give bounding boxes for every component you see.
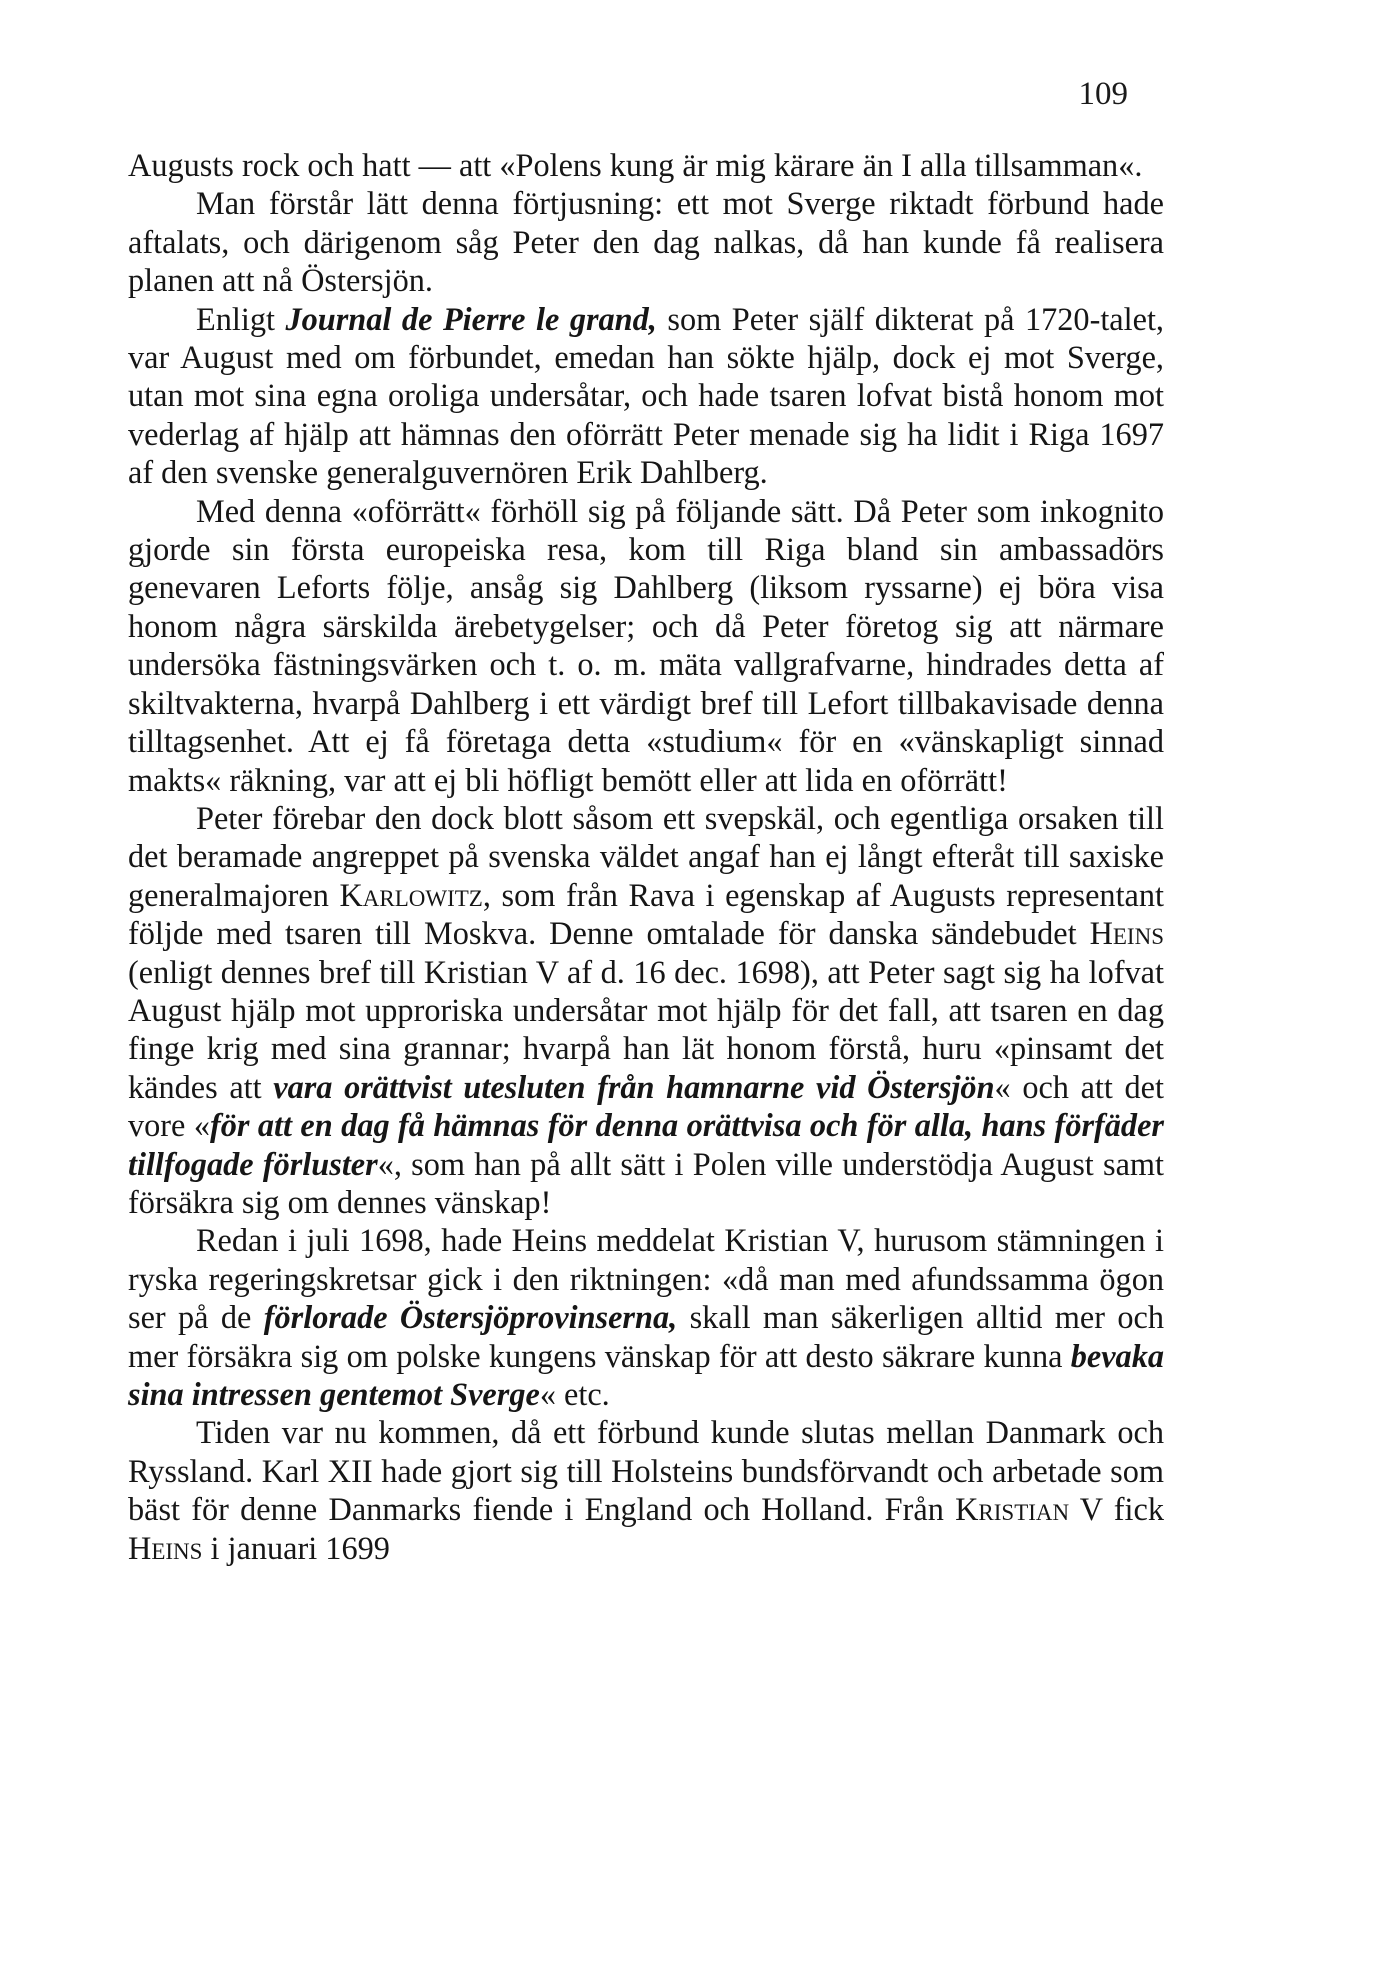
text-segment: , som från Rava i egenskap af Augusts representant följde med tsaren till Moskva. Denne omtalade för danska sändebudet: [128, 876, 1165, 952]
text-segment: V fick: [1069, 1491, 1164, 1528]
emphasized-text: vara orättvist utesluten från hamnarne vid Östersjön: [273, 1068, 995, 1105]
paragraph: [128, 184, 1164, 299]
text-segment: som Peter själf dikterat på 1720-talet, var August med om förbundet, emedan han sökte hjälp, dock ej mot Sverge, utan mot sina egna oroliga undersåtar, och hade tsaren lofvat bistå honom mot vederlag af hjälp att hämnas den oförrätt Peter menade sig ha lidit i Riga 1697 af den svenske generalguvernören Erik Dahlberg.: [128, 300, 1164, 491]
emphasized-text: för att en dag få hämnas för denna orättvisa och för alla, hans förfäder tillfogade förluster: [128, 1107, 1164, 1182]
text-segment: Peter förebar den dock blott såsom ett svepskäl, och egentliga orsaken till det beramade angreppet på svenska väldet angaf han ej långt efteråt till saxiske generalmajoren: [128, 799, 1164, 913]
text-segment: Enligt: [196, 300, 286, 337]
text-segment: skall man säkerligen alltid mer och mer försäkra sig om polske kungens vänskap för att desto säkrare kunna: [128, 1299, 1164, 1374]
paragraph: [128, 146, 1164, 184]
text-segment: «, som han på allt sätt i Polen ville understödja August samt försäkra sig om dennes vänskap!: [128, 1145, 1164, 1220]
text-segment: Augusts rock och hatt — att «Polens kung är mig kärare än I alla tillsamman«.: [128, 147, 1143, 183]
small-caps-name: Heins: [128, 1529, 203, 1566]
paragraph: [128, 1413, 1164, 1567]
emphasized-text: förlorade Östersjöprovinserna,: [263, 1299, 678, 1336]
paragraph: [128, 492, 1164, 799]
emphasized-text: Journal de Pierre le grand,: [285, 300, 657, 337]
text-segment: (enligt dennes bref till Kristian V af d. 16 dec. 1698), att Peter sagt sig ha lofvat August hjälp mot upproriska undersåtar mot hjälp för det fall, att tsaren en dag finge krig med sina grannar; hvarpå han lät honom förstå, huru «pinsamt det kändes att: [128, 953, 1164, 1105]
small-caps-name: Heins: [1089, 915, 1164, 952]
paragraph: [128, 799, 1164, 1221]
text-segment: i januari 1699: [202, 1529, 390, 1566]
small-caps-name: Karlowitz: [339, 876, 483, 913]
text-segment: « etc.: [539, 1376, 610, 1412]
text-segment: Med denna «oförrätt« förhöll sig på följande sätt. Då Peter som inkognito gjorde sin första europeiska resa, kom till Riga bland sin ambassadörs genevaren Leforts följe, ansåg sig Dahlberg (liksom ryssarne) ej böra visa honom några särskilda ärebetygelser; och då Peter företog sig att närmare undersöka fästningsvärken och t. o. m. mäta vallgrafvarne, hindrades detta af skiltvakterna, hvarpå Dahlberg i ett värdigt bref till Lefort tillbakavisade denna tilltagsenhet. Att ej få företaga detta «studium« för en «vänskapligt sinnad makts« räkning, var att ej bli höfligt bemött eller att lida en oförrätt!: [128, 492, 1164, 798]
text-segment: Redan i juli 1698, hade Heins meddelat Kristian V, hurusom stämningen i ryska regeringskretsar gick i den riktningen: «då man med afundssamma ögon ser på de: [128, 1222, 1164, 1336]
body-text: [128, 146, 1164, 1567]
emphasized-text: bevaka sina intressen gentemot Sverge: [128, 1337, 1164, 1412]
text-segment: « och att det vore «: [128, 1068, 1164, 1144]
small-caps-name: Kristian: [955, 1491, 1070, 1528]
text-segment: Man förstår lätt denna förtjusning: ett mot Sverge riktadt förbund hade aftalats, och därigenom såg Peter den dag nalkas, då han kunde få realisera planen att nå Östersjön.: [128, 185, 1164, 299]
paragraph: [128, 1221, 1164, 1413]
page-number: 109: [1078, 76, 1128, 112]
text-segment: Tiden var nu kommen, då ett förbund kunde slutas mellan Danmark och Ryssland. Karl XII hade gjort sig till Holsteins bundsförvandt och arbetade som bäst för denne Danmarks fiende i England och Holland. Från: [128, 1414, 1164, 1528]
paragraph: [128, 300, 1164, 492]
